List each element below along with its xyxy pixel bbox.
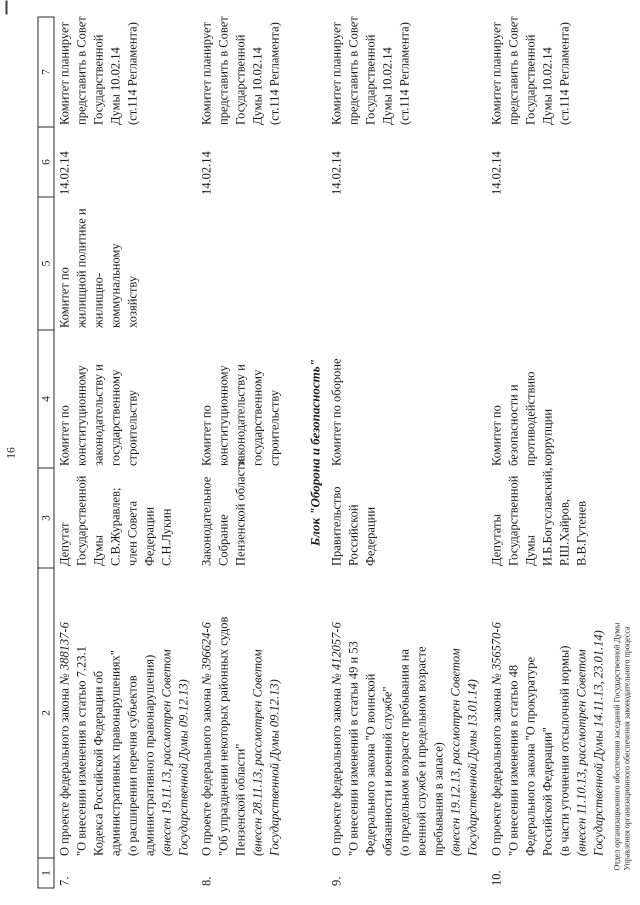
text-line: Думы 10.02.14 [108,46,122,125]
initiator-cell [326,468,486,568]
bill-cell [196,568,300,858]
responsible-committee-cell [196,330,300,468]
text-line: законодательству и [91,363,105,466]
text-line: Законодательное [199,476,213,566]
section-heading-row [300,17,326,888]
text-line: (внесен 11.10.13, рассмотрен Советом [574,648,588,856]
text-line: административных правонарушениях" [108,649,122,856]
text-line: жилищно- [91,272,105,328]
date-cell: 14.02.14 [199,150,213,195]
column-number-6: 6 [38,127,54,197]
bill-body-lines [73,570,158,856]
initiator-cell [54,468,197,568]
table-row-9 [326,17,486,888]
text-line: Государственной Думы 09.12.13) [267,678,281,856]
coexecutor-committee-cell [196,197,300,330]
text-line: представить в Совет [346,15,360,125]
text-line: представить в Совет [216,15,230,125]
bill-number: № 412057-6 [329,621,343,685]
bill-title-text: О проекте федерального закона [57,684,71,856]
footer-line-1: Отдел организационного обеспечения заседаний Государственной Думы [612,622,621,870]
text-line: конституционному [216,364,230,466]
text-line: "О внесении изменений в статьи 49 и 53 [346,640,360,856]
text-line: законодательству и [233,363,247,466]
text-line: Пензенской области" [233,743,247,856]
text-line: Государственной Думы 14.11.13, 23.01.14) [591,629,605,856]
bill-title-line [56,570,73,856]
text-line: В.В.Гутенев [574,500,588,566]
row-number-cell: 10. [489,869,503,886]
text-line: государственному [250,369,264,466]
text-line: Российской [346,503,360,566]
bill-title-text: О проекте федерального закона [489,684,503,856]
column-number-3: 3 [38,468,54,568]
coexecutor-committee-cell [54,197,197,330]
column-number-7: 7 [38,17,54,127]
committee-plan-cell [196,17,300,127]
text-line: Думы [91,534,105,566]
scan-edge-artifact [5,0,7,14]
text-line: "О внесении изменения в статью 48 [506,664,520,856]
text-line: Депутат [57,522,71,566]
bill-title-line [328,570,345,856]
text-line: Комитет планирует [199,21,213,125]
bill-cell [486,568,613,858]
text-line: (ст.114 Регламента) [397,21,411,125]
responsible-committee-cell [486,330,613,468]
date-cell: 14.02.14 [329,150,343,195]
text-line: Пензенской области [233,458,247,566]
text-line: Комитет планирует [57,21,71,125]
text-line: (внесен 19.12.13, рассмотрен Советом [448,647,462,856]
text-line: Государственной [523,34,537,125]
text-line: обязанности и военной службе" [380,685,394,856]
text-line: пребывания в запасе) [431,741,445,856]
text-line: С.В.Журавлев; [108,487,122,566]
initiator-cell [486,468,613,568]
text-line: "Об упразднении некоторых районных судов [216,616,230,856]
committee-plan-cell [326,17,486,127]
text-line: член Совета [125,500,139,566]
text-line: конституционному [74,364,88,466]
text-line: Думы 10.02.14 [250,46,264,125]
text-line: (ст.114 Регламента) [267,21,281,125]
text-line: "О внесении изменения в статью 7.23.1 [74,645,88,856]
text-line: Федерального закона "О прокуратуре [523,656,537,856]
committee-plan-cell [486,17,613,127]
text-line: (о предельном возрасте пребывания на [397,648,411,856]
text-line: жилищной политике и [74,207,88,328]
text-line: Государственной [74,475,88,566]
text-line: Кодекса Российской Федерации об [91,670,105,856]
text-line: Комитет по [489,404,503,466]
text-line: Р.Ш.Хайров, [557,498,571,566]
text-line: (в части уточнения отсылочной нормы) [557,645,571,856]
text-line: (ст.114 Регламента) [125,21,139,125]
text-line: государственному [108,369,122,466]
bill-number: № 356570-6 [489,621,503,685]
column-number-4: 4 [38,330,54,468]
table-row-8 [196,17,300,888]
responsible-committee-cell [54,330,197,468]
bill-submission-note [249,570,283,856]
row-number-cell: 9. [329,876,343,886]
text-line: хозяйству [125,275,139,328]
text-line: Комитет по [199,404,213,466]
table-row-10 [486,17,613,888]
bill-submission-note [573,570,607,856]
text-line: И.Б.Богуславский, [540,466,554,566]
bill-number: № 396624-6 [199,621,213,685]
bill-body-lines [215,570,249,856]
text-line: противодействию [523,371,537,466]
text-line: Комитет по [57,266,71,328]
text-line: Российской Федерации" [540,726,554,856]
text-line: Государственной Думы 09.12.13) [176,678,190,856]
text-line: Комитет планирует [489,21,503,125]
column-number-5: 5 [38,197,54,330]
text-line: Государственной Думы 13.01.14) [465,678,479,856]
text-line: строительству [125,389,139,466]
department-footer [612,622,632,870]
row-number-cell: 8. [199,876,213,886]
text-line: Депутаты [489,513,503,566]
bill-title-text: О проекте федерального закона [199,684,213,856]
text-line: С.Н.Лукин [159,508,173,566]
bill-schedule-table [37,16,613,888]
responsible-committee-cell [326,330,486,468]
text-line: Комитет планирует [329,21,343,125]
bill-title-line [198,570,215,856]
text-line: Думы 10.02.14 [380,46,394,125]
text-line: коммунальному [108,242,122,328]
text-line: Федерации [142,506,156,566]
text-line: Федерации [363,506,377,566]
text-line: (ст.114 Регламента) [557,21,571,125]
bill-submission-note [158,570,192,856]
section-heading: Блок "Оборона и безопасность" [307,358,322,546]
text-line: (внесен 19.11.13, рассмотрен Советом [159,648,173,856]
committee-plan-cell [54,17,197,127]
text-line: коррупции [540,408,554,466]
text-line: Государственной [91,34,105,125]
column-number-header-row [38,17,54,888]
bill-cell [54,568,197,858]
text-line: Государственной [233,34,247,125]
column-number-2: 2 [38,568,54,858]
text-line: Государственной [506,475,520,566]
text-line: военной службе и предельном возрасте [414,645,428,856]
text-line: Государственной [363,34,377,125]
bill-submission-note [447,570,481,856]
bill-number: № 388137-6 [57,621,71,685]
footer-line-2: Управления организационного обеспечения законодательного процесса [622,625,631,870]
text-line: представить в Совет [506,15,520,125]
date-cell: 14.02.14 [57,150,71,195]
bill-title-line [488,570,505,856]
coexecutor-committee-cell [326,197,486,330]
text-line: административного правонарушения) [142,654,156,856]
text-line: Федерального закона "О воинской [363,673,377,856]
initiator-cell [196,458,300,568]
text-line: Думы [523,534,537,566]
text-line: Комитет по обороне [329,357,343,466]
bill-body-lines [345,570,447,856]
coexecutor-committee-cell [486,197,613,330]
text-line: представить в Совет [74,15,88,125]
bill-body-lines [505,570,573,856]
text-line: (внесен 28.11.13, рассмотрен Советом [250,648,264,856]
text-line: (о расширении перечня субъектов [125,674,139,856]
text-line: Правительство [329,486,343,566]
bill-title-text: О проекте федерального закона [329,684,343,856]
column-number-1: 1 [38,858,54,888]
text-line: безопасности и [506,383,520,466]
bill-cell [326,568,486,858]
table-row-7 [54,17,197,888]
text-line: строительству [267,389,281,466]
page-number: 16 [5,446,17,459]
text-line: Комитет по [57,404,71,466]
date-cell: 14.02.14 [489,150,503,195]
text-line: Думы 10.02.14 [540,46,554,125]
row-number-cell: 7. [57,876,71,886]
text-line: Собрание [216,513,230,566]
